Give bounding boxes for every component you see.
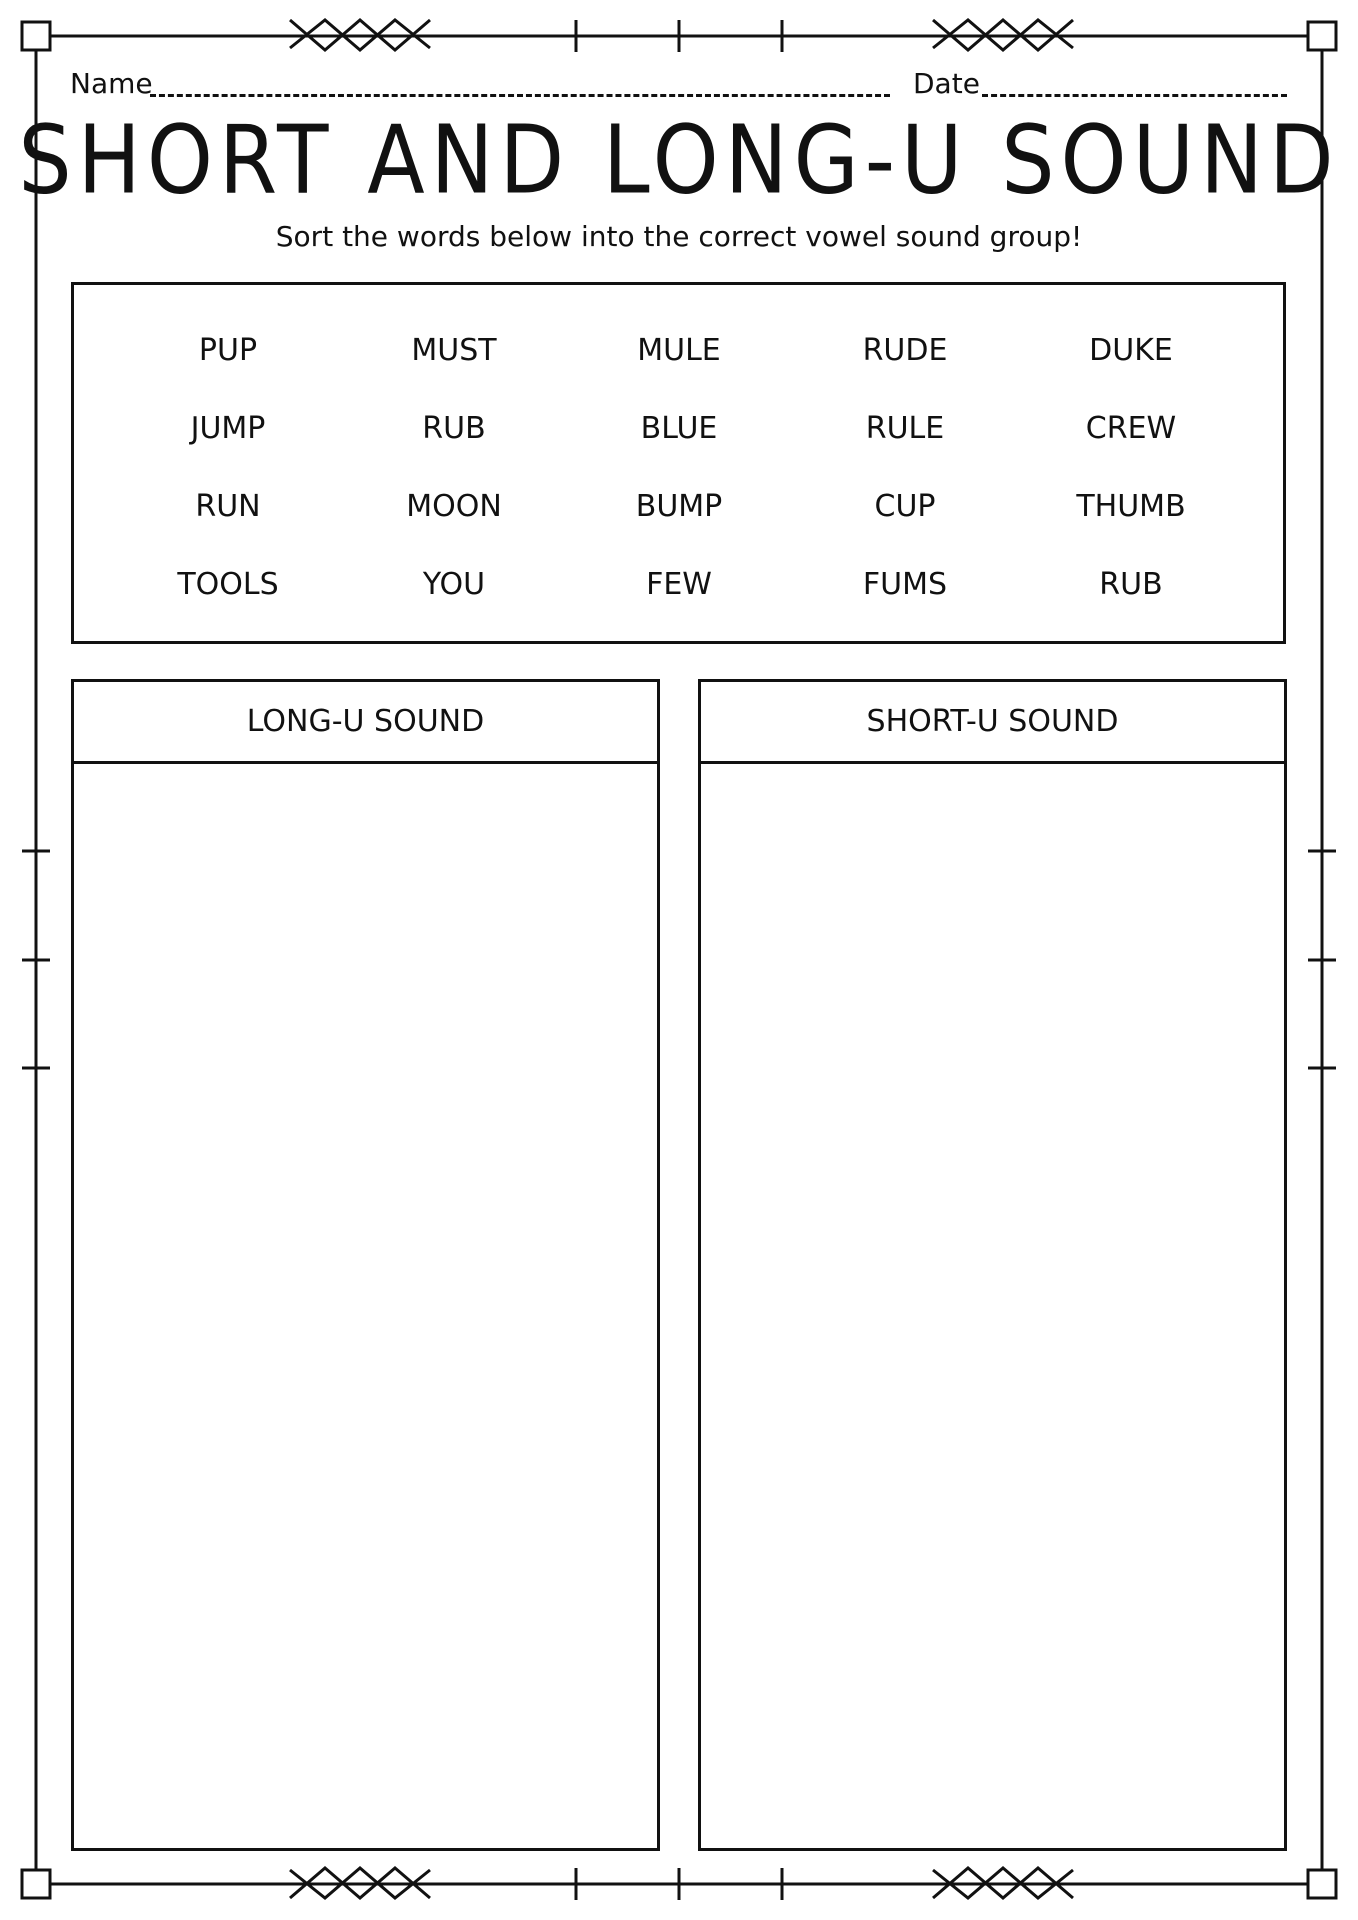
word-grid [74, 285, 1283, 641]
name-field[interactable] [150, 94, 890, 97]
word-item: CUP [874, 489, 936, 524]
word-item: RUB [1099, 567, 1163, 602]
word-item: FEW [646, 567, 712, 602]
word-item: RUN [195, 489, 261, 524]
word-item: BLUE [640, 411, 718, 446]
long-u-heading: LONG-U SOUND [74, 682, 657, 764]
word-bank [71, 282, 1286, 644]
instructions: Sort the words below into the correct vowel sound group! [275, 220, 1083, 253]
word-item: CREW [1085, 411, 1177, 446]
word-item: JUMP [190, 411, 266, 446]
word-item: RUB [422, 411, 486, 446]
short-u-heading: SHORT-U SOUND [701, 682, 1284, 764]
long-u-column [71, 679, 660, 1851]
word-item: DUKE [1089, 333, 1173, 368]
word-item: THUMB [1076, 489, 1186, 524]
name-label: Name [70, 67, 153, 100]
word-item: PUP [198, 333, 258, 368]
word-item: MUST [411, 333, 497, 368]
word-item: FUMS [862, 567, 948, 602]
word-item: BUMP [635, 489, 723, 524]
word-item: MULE [637, 333, 721, 368]
date-field[interactable] [982, 94, 1287, 97]
short-u-column [698, 679, 1287, 1851]
long-u-answer-area[interactable] [74, 764, 657, 1848]
word-item: RUDE [862, 333, 948, 368]
short-u-answer-area[interactable] [701, 764, 1284, 1848]
word-item: MOON [406, 489, 502, 524]
word-item: TOOLS [177, 567, 279, 602]
word-item: YOU [422, 567, 486, 602]
date-label: Date [913, 67, 980, 100]
word-item: RULE [865, 411, 945, 446]
page-title: SHORT AND LONG-U SOUND [18, 105, 1340, 215]
